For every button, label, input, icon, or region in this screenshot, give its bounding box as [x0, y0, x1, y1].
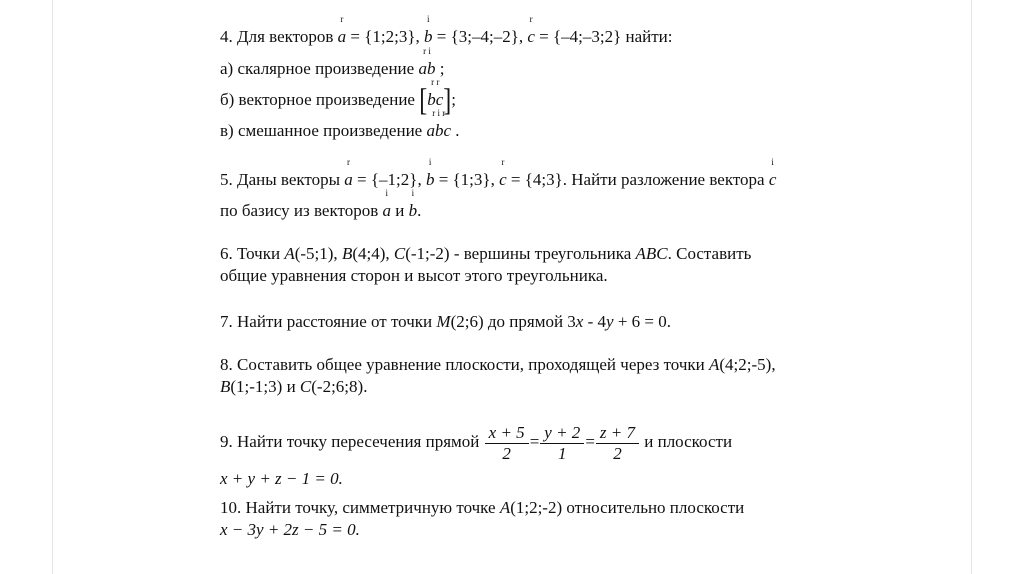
- cross-product-expr: r r bc: [427, 77, 444, 109]
- vector-b: i b: [424, 14, 433, 46]
- problem-9-plane: x + y + z − 1 = 0.: [220, 469, 343, 488]
- dot-product-expr: r i ab: [418, 46, 436, 78]
- vector-c-value: = {–4;–3;2}: [534, 27, 622, 46]
- problem-4-lead: 4. Для векторов: [220, 27, 334, 46]
- problem-4a: а) скалярное произведение r i ab ;: [220, 46, 445, 78]
- left-divider: [52, 0, 53, 574]
- problem-4b: б) векторное произведение [ r r bc];: [220, 77, 456, 118]
- problem-5-line2: по базису из векторов i a и i b.: [220, 188, 422, 220]
- problem-6-line1: 6. Точки A(-5;1), B(4;4), C(-1;-2) - вершины треугольника ABC. Составить: [220, 244, 752, 263]
- problem-4-tail: найти:: [625, 27, 673, 46]
- fraction-x: $\frac{x + 5}{2}$: [487, 423, 527, 464]
- problem-9-line1: 9. Найти точку пересечения прямой $\frac{x + 5}{2}$ = $\frac{y + 2}{1}$ = $\frac{z + 7}{2}$ и плоскости: [220, 422, 733, 463]
- triple-product-expr: r i r abc: [426, 108, 452, 140]
- problem-10-line1: 10. Найти точку, симметричную точке A(1;2;-2) относительно плоскости: [220, 498, 745, 517]
- problem-7: 7. Найти расстояние от точки M(2;6) до прямой 3x - 4y + 6 = 0.: [220, 312, 671, 331]
- p5-target-vector: i c: [768, 157, 777, 189]
- fraction-y: $\frac{y + 2}{1}$: [542, 423, 582, 464]
- vector-c: r c: [527, 14, 535, 46]
- problem-10-plane: x − 3y + 2z − 5 = 0.: [220, 520, 360, 539]
- problem-6-line2: общие уравнения сторон и высот этого треугольника.: [220, 266, 608, 285]
- vector-a-value: = {1;2;3}: [346, 27, 416, 46]
- problem-8-line2: B(1;-1;3) и C(-2;6;8).: [220, 377, 368, 396]
- p5-vector-b: i b: [425, 157, 435, 189]
- vector-a: r a: [337, 14, 347, 46]
- fraction-z: $\frac{z + 7}{2}$: [598, 423, 637, 464]
- p5-vector-a: r a: [344, 157, 353, 189]
- problem-5-line1: 5. Даны векторы r a = {–1;2}, i b = {1;3}, r c = {4;3}. Найти разложение вектора i c: [220, 157, 777, 189]
- problem-4c: в) смешанное произведение r i r abc .: [220, 108, 460, 140]
- p5-vector-c: r c: [499, 157, 507, 189]
- problem-4-header: 4. Для векторов r a = {1;2;3}, i b = {3;–4;–2}, r c = {–4;–3;2} найти:: [220, 14, 673, 46]
- vector-b-value: = {3;–4;–2}: [432, 27, 519, 46]
- right-divider: [971, 0, 972, 574]
- problem-8-line1: 8. Составить общее уравнение плоскости, проходящей через точки A(4;2;-5),: [220, 355, 776, 374]
